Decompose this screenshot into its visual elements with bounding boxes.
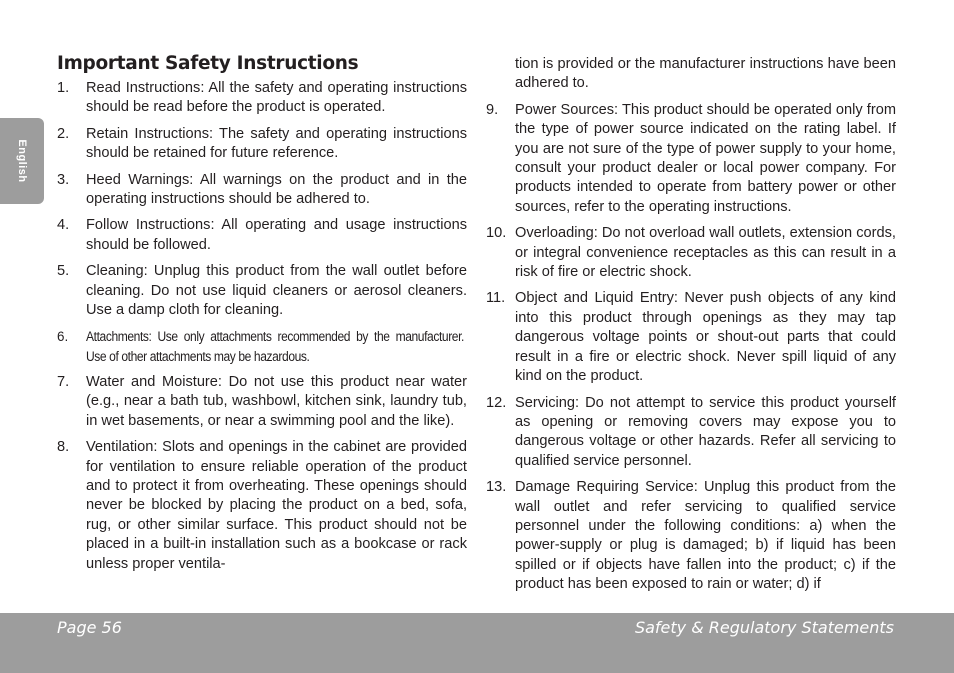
item-text: Retain Instructions: The safety and operating instructions should be retained for future reference. bbox=[86, 125, 467, 162]
item-text: Attachments: Use only attachments recommended by the manufacturer. Use of other attachments may be hazardous. bbox=[86, 329, 464, 364]
right-column bbox=[486, 55, 896, 602]
item-text: Power Sources: This product should be operated only from the type of power source indicated on the rating label. If you are not sure of the type of power supply to your home, consult your product dealer or local power company. For products intended to operate from battery power or other sources, refer to the operating instructions. bbox=[515, 101, 896, 215]
list-item bbox=[57, 373, 467, 431]
item-number: 6. bbox=[57, 329, 69, 345]
item-text: Water and Moisture: Do not use this product near water (e.g., near a bath tub, washbowl, kitchen sink, laundry tub, in wet basements, or near a swimming pool and the like). bbox=[86, 373, 467, 429]
page-number: Page 56 bbox=[57, 618, 122, 637]
item-text: Heed Warnings: All warnings on the product and in the operating instructions should be adhered to. bbox=[86, 171, 467, 208]
list-item bbox=[57, 125, 467, 164]
section-title: Safety & Regulatory Statements bbox=[634, 618, 894, 637]
item-text: Follow Instructions: All operating and usage instructions should be followed. bbox=[86, 217, 467, 253]
item-text: Ventilation: Slots and openings in the cabinet are provided for ventilation to ensure reliable operation of the product and to protect it from overheating. These openings should never be blocked by placing the product on a bed, sofa, rug, or other similar surface. This product should not be placed in a built-in installation such as a bookcase or rack unless proper ventila- bbox=[86, 439, 467, 572]
item-number: 7. bbox=[57, 373, 70, 390]
item-number: 1. bbox=[57, 80, 70, 96]
item-number: 13. bbox=[486, 479, 507, 496]
left-instruction-list bbox=[57, 79, 467, 574]
list-item bbox=[57, 327, 467, 365]
list-item bbox=[486, 289, 896, 386]
right-instruction-list bbox=[486, 55, 896, 595]
language-tab bbox=[0, 118, 44, 204]
list-item bbox=[57, 79, 467, 118]
item-text: Object and Liquid Entry: Never push objects of any kind into this product through openings as they may tap dangerous voltage points or shout-out parts that could result in a fire or electric shock. Never spill liquid of any kind on the product. bbox=[515, 290, 896, 385]
item-text: Damage Requiring Service: Unplug this product from the wall outlet and refer servicing to qualified service personnel under the following conditions: a) when the power-supply or plug is damaged; b) if liquid has been spilled or if objects have fallen into the product; c) if the product has been exposed to rain or water; d) if bbox=[515, 479, 896, 593]
item-text: Read Instructions: All the safety and operating instructions should be read before the product is operated. bbox=[86, 80, 467, 116]
language-tab-label: English bbox=[16, 139, 28, 183]
item-number: 11. bbox=[486, 290, 506, 307]
list-item bbox=[486, 394, 896, 472]
item-number: 8. bbox=[57, 439, 70, 456]
page-footer bbox=[0, 613, 954, 673]
item-text: Cleaning: Unplug this product from the wall outlet before cleaning. Do not use liquid cleaners or aerosol cleaners. Use a damp cloth for cleaning. bbox=[86, 263, 467, 319]
item-number: 10. bbox=[486, 225, 507, 242]
item-number: 2. bbox=[57, 125, 70, 142]
list-item-continuation bbox=[486, 55, 896, 94]
list-item bbox=[57, 216, 467, 255]
item-text: Servicing: Do not attempt to service this product yourself as opening or removing covers may expose you to dangerous voltage or other hazards. Refer all servicing to qualified service personnel. bbox=[515, 394, 896, 469]
list-item bbox=[57, 438, 467, 574]
left-column bbox=[57, 52, 467, 581]
item-number: 5. bbox=[57, 263, 70, 280]
item-number: 12. bbox=[486, 394, 507, 411]
item-number: 3. bbox=[57, 171, 70, 188]
item-text: tion is provided or the manufacturer instructions have been adhered to. bbox=[515, 56, 896, 92]
list-item bbox=[57, 171, 467, 210]
list-item bbox=[57, 262, 467, 320]
list-item bbox=[486, 478, 896, 594]
page-title: Important Safety Instructions bbox=[57, 53, 359, 74]
list-item bbox=[486, 224, 896, 282]
list-item bbox=[486, 101, 896, 217]
item-number: 4. bbox=[57, 217, 70, 234]
item-number: 9. bbox=[486, 101, 499, 118]
item-text: Overloading: Do not overload wall outlets, extension cords, or integral convenience receptacles as this can result in a risk of fire or electric shock. bbox=[515, 225, 896, 281]
